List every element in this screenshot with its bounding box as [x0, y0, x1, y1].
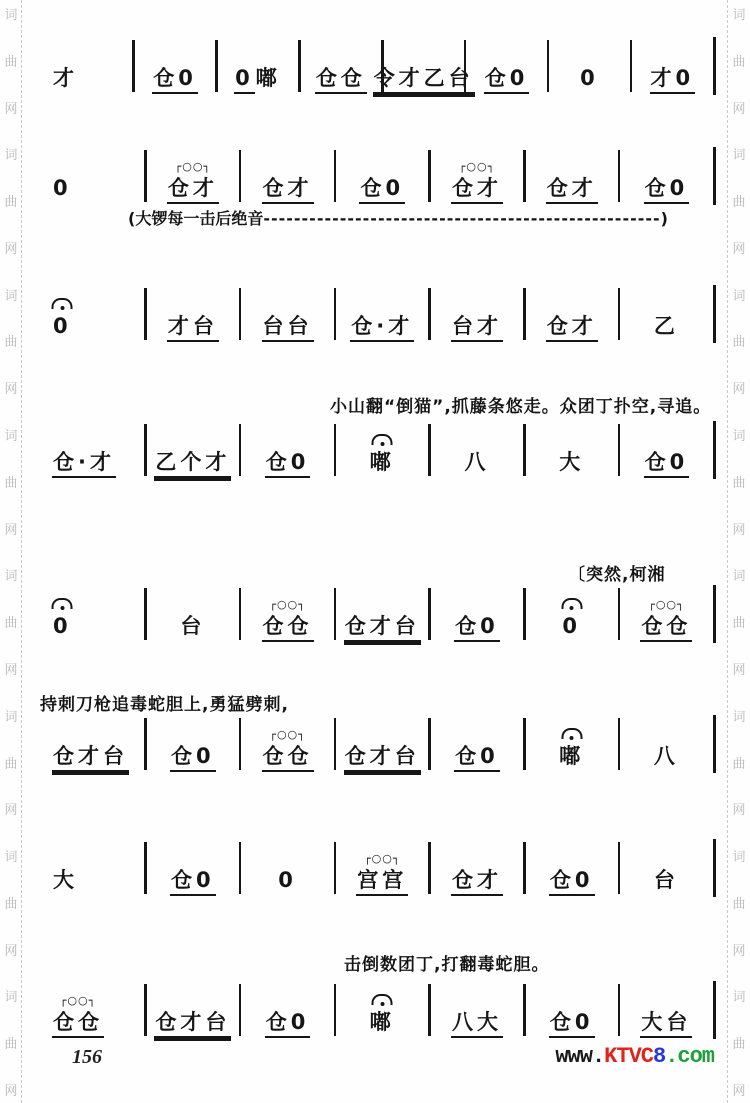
score-cell [431, 842, 523, 894]
score-cell [218, 40, 298, 92]
watermark-char: 词 [732, 429, 746, 445]
watermark-char: 网 [4, 1083, 18, 1099]
notation-text: 令才乙台 [373, 66, 475, 94]
score-cell [147, 984, 239, 1036]
notation-text: 0 [53, 313, 72, 338]
notation-text: 仓才 [262, 176, 314, 204]
score-row-6 [40, 718, 716, 770]
watermark-char: 网 [732, 382, 746, 398]
notation-text: 嘟 [369, 449, 395, 474]
notation-text: 0 [53, 613, 72, 638]
notation-text: 仓0 [170, 868, 216, 896]
score-row-2 [40, 150, 716, 202]
score-cell [40, 150, 144, 202]
score-cell [241, 718, 333, 770]
score-cell [431, 588, 523, 640]
site-logo [555, 1044, 714, 1069]
barline [713, 839, 717, 897]
score-row-7 [40, 842, 716, 894]
grace-ornament-icon: ┌○○┐ [364, 851, 401, 865]
score-cell [241, 424, 333, 476]
watermark-char: 曲 [4, 475, 18, 491]
stage-direction-3: 持刺刀枪追毒蛇胆上,勇猛劈刺, [40, 695, 289, 715]
score-cell [147, 842, 239, 894]
score-cell [147, 150, 239, 202]
score-cell [241, 984, 333, 1036]
score-cell [40, 984, 144, 1036]
notation-text: 仓仓 [640, 614, 692, 642]
notation-text: 仓才 [546, 314, 598, 342]
barline [713, 147, 717, 205]
score-cell [40, 288, 144, 340]
logo-segment: 8 [652, 1044, 666, 1069]
barline [713, 421, 717, 479]
notation-text: 仓才 [546, 176, 598, 204]
score-cell [241, 588, 333, 640]
watermark-char: 词 [4, 429, 18, 445]
notation-text: 台 [180, 613, 206, 638]
watermark-char: 网 [4, 101, 18, 117]
barline [713, 715, 717, 773]
notation-text: 仓才台 [344, 614, 421, 642]
score-cell [135, 40, 215, 92]
notation-text: 仓0 [454, 744, 500, 772]
score-cell [431, 718, 523, 770]
watermark-char: 网 [4, 382, 18, 398]
score-cell [40, 588, 144, 640]
watermark-char: 词 [4, 709, 18, 725]
score-cell [620, 984, 712, 1036]
notation-text: 仓才台 [52, 744, 129, 772]
page-number: 156 [72, 1046, 102, 1068]
notation-text: 仓0 [265, 450, 311, 478]
notation-text: 仓0 [644, 176, 690, 204]
barline [713, 981, 717, 1039]
score-cell [336, 150, 428, 202]
score-cell [431, 984, 523, 1036]
barline [713, 585, 717, 643]
notation-text: 0 [278, 867, 297, 892]
fermata-icon [372, 994, 393, 1005]
score-cell [431, 288, 523, 340]
gong-note [128, 206, 668, 229]
notation-text: 仓0 [170, 744, 216, 772]
notation-text: 大 [559, 449, 585, 474]
watermark-char: 词 [4, 990, 18, 1006]
notation-text: 仓0 [644, 450, 690, 478]
score-cell [526, 150, 618, 202]
grace-ornament-icon: ┌○○┐ [648, 597, 685, 611]
score-cell [620, 718, 712, 770]
watermark-char: 词 [732, 288, 746, 304]
notation-text: 仓仓 [52, 1010, 104, 1038]
grace-ornament-icon: ┌○○┐ [269, 597, 306, 611]
notation-text: 八 [464, 449, 490, 474]
fermata-icon [561, 598, 582, 609]
score-cell [632, 40, 712, 92]
notation-text: 台 [653, 867, 679, 892]
watermark-char: 词 [732, 990, 746, 1006]
score-cell [526, 842, 618, 894]
gong-note-close: ) [660, 209, 668, 228]
notation-text: 才台 [167, 314, 219, 342]
notation-text: 仓0 [359, 176, 405, 204]
notation-text: 乙个才 [154, 450, 231, 478]
grace-ornament-icon: ┌○○┐ [458, 159, 496, 173]
logo-segment: www. [555, 1044, 605, 1069]
notation-text: 仓0 [454, 614, 500, 642]
watermark-char: 网 [4, 803, 18, 819]
watermark-char: 词 [4, 148, 18, 164]
watermark-char: 曲 [732, 195, 746, 211]
watermark-char: 曲 [732, 756, 746, 772]
watermark-char: 曲 [4, 335, 18, 351]
watermark-char: 曲 [4, 54, 18, 70]
fermata-icon [372, 434, 393, 445]
notation-text: 宫宫 [356, 868, 408, 896]
score-cell [336, 842, 428, 894]
score-cell [147, 588, 239, 640]
watermark-column-right [729, 4, 749, 1099]
watermark-char: 曲 [4, 616, 18, 632]
score-cell [40, 842, 144, 894]
fermata-icon [561, 728, 582, 739]
notation-text: 仓仓 [315, 66, 367, 94]
notation-text: 仓仓 [262, 614, 314, 642]
watermark-column-left [1, 4, 21, 1099]
score-cell [526, 718, 618, 770]
watermark-char: 曲 [4, 195, 18, 211]
margin-dashed-line-left [21, 0, 22, 1103]
score-cell [147, 424, 239, 476]
barline [713, 37, 717, 95]
watermark-char: 曲 [732, 616, 746, 632]
score-cell [241, 288, 333, 340]
score-row-4 [40, 424, 716, 476]
score-cell [301, 40, 381, 92]
notation-text: 才0 [650, 66, 696, 94]
gong-note-open: (大锣每一击后绝音 [128, 209, 264, 228]
notation-text: 0嘟 [234, 66, 282, 94]
score-cell [336, 424, 428, 476]
notation-text: 仓才台 [344, 744, 421, 772]
score-cell [431, 424, 523, 476]
watermark-char: 网 [732, 803, 746, 819]
watermark-char: 曲 [732, 54, 746, 70]
score-cell [336, 984, 428, 1036]
notation-text: 仓仓 [262, 744, 314, 772]
fermata-icon [52, 598, 73, 609]
watermark-char: 网 [4, 662, 18, 678]
notation-text: 仓才 [167, 176, 219, 204]
score-cell [620, 424, 712, 476]
watermark-char: 网 [732, 101, 746, 117]
score-cell [466, 40, 546, 92]
grace-ornament-icon: ┌○○┐ [174, 159, 212, 173]
notation-text: 仓·才 [350, 314, 414, 342]
notation-text: 仓0 [265, 1010, 311, 1038]
notation-text: 仓0 [549, 1010, 595, 1038]
stage-direction-1: 小山翻“倒猫”,抓藤条悠走。众团丁扑空,寻追。 [330, 397, 712, 417]
score-row-8 [40, 984, 716, 1036]
watermark-char: 网 [732, 662, 746, 678]
score-cell [40, 424, 144, 476]
gong-note-dashes: ---------------------------------------------------- [263, 209, 661, 228]
notation-text: 乙 [653, 313, 679, 338]
watermark-char: 曲 [4, 756, 18, 772]
margin-dashed-line-right [727, 0, 728, 1103]
notation-text: 大 [53, 867, 78, 892]
watermark-char: 网 [732, 1083, 746, 1099]
notation-text: 嘟 [559, 743, 585, 768]
watermark-char: 曲 [4, 896, 18, 912]
barline [713, 285, 717, 343]
score-cell [241, 842, 333, 894]
score-cell [526, 588, 618, 640]
notation-text: 仓0 [484, 66, 530, 94]
notation-text: 0 [580, 65, 599, 90]
grace-ornament-icon: ┌○○┐ [59, 993, 97, 1007]
score-row-5 [40, 588, 716, 640]
score-cell [336, 718, 428, 770]
notation-text: 台才 [451, 314, 503, 342]
watermark-char: 网 [732, 522, 746, 538]
score-cell [431, 150, 523, 202]
score-cell [526, 288, 618, 340]
watermark-char: 词 [4, 569, 18, 585]
notation-text: 嘟 [369, 1009, 395, 1034]
notation-text: 八 [653, 743, 679, 768]
score-row-3 [40, 288, 716, 340]
notation-text: 才 [53, 65, 78, 90]
notation-text: 仓才台 [154, 1010, 231, 1038]
watermark-char: 网 [4, 241, 18, 257]
score-cell [620, 588, 712, 640]
notation-text: 仓0 [549, 868, 595, 896]
score-cell [147, 718, 239, 770]
watermark-char: 词 [732, 709, 746, 725]
logo-segment: .com [665, 1044, 714, 1069]
watermark-char: 词 [4, 850, 18, 866]
score-cell [40, 718, 144, 770]
score-row-1 [40, 40, 716, 92]
watermark-char: 网 [732, 241, 746, 257]
score-cell [526, 984, 618, 1036]
watermark-char: 曲 [732, 1037, 746, 1053]
stage-direction-2: 〔突然,柯湘 [568, 565, 666, 585]
notation-text: 八大 [451, 1010, 503, 1038]
watermark-char: 词 [732, 850, 746, 866]
score-cell [241, 150, 333, 202]
watermark-char: 曲 [4, 1037, 18, 1053]
score-cell [526, 424, 618, 476]
watermark-char: 曲 [732, 475, 746, 491]
score-cell [620, 150, 712, 202]
notation-text: 台台 [262, 314, 314, 342]
notation-text: 仓才 [451, 176, 503, 204]
grace-ornament-icon: ┌○○┐ [269, 727, 306, 741]
notation-text: 仓·才 [52, 450, 116, 478]
score-cell [336, 588, 428, 640]
fermata-icon [52, 298, 73, 309]
logo-segment: KTVC [604, 1044, 653, 1069]
score-cell [620, 842, 712, 894]
watermark-char: 网 [4, 522, 18, 538]
score-cell [373, 40, 474, 92]
watermark-char: 词 [732, 8, 746, 23]
watermark-char: 词 [4, 288, 18, 304]
score-cell [620, 288, 712, 340]
watermark-char: 网 [732, 943, 746, 959]
score-cell [549, 40, 629, 92]
watermark-char: 词 [4, 8, 18, 23]
score-cell [147, 288, 239, 340]
notation-text: 0 [53, 175, 72, 200]
score-cell [336, 288, 428, 340]
score-cell [40, 40, 132, 92]
notation-text: 大台 [640, 1010, 692, 1038]
notation-text: 0 [562, 613, 582, 638]
watermark-char: 词 [732, 569, 746, 585]
notation-text: 仓才 [451, 868, 503, 896]
watermark-char: 曲 [732, 896, 746, 912]
watermark-char: 曲 [732, 335, 746, 351]
watermark-char: 词 [732, 148, 746, 164]
notation-text: 仓0 [152, 66, 198, 94]
watermark-char: 网 [4, 943, 18, 959]
stage-direction-4: 击倒数团丁,打翻毒蛇胆。 [344, 955, 550, 975]
